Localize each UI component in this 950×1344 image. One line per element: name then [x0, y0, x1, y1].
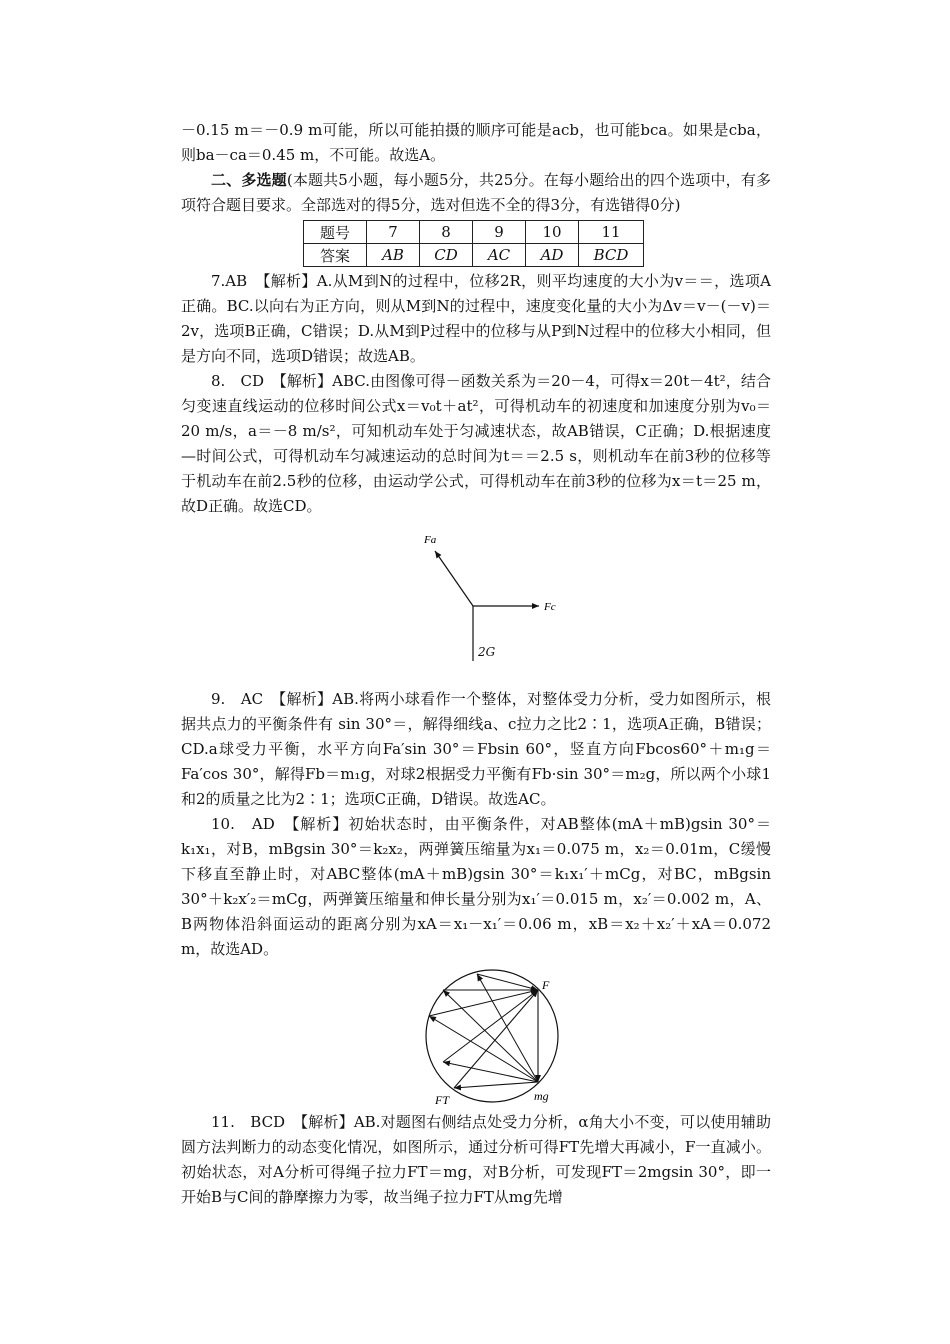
answer-cell: CD	[420, 244, 473, 267]
label-fa: Fa	[424, 534, 437, 546]
row-label-answer: 答案	[304, 244, 367, 267]
document-page	[181, 118, 771, 1210]
section2-desc: (本题共5小题，每小题5分，共25分。在每小题给出的四个选项中，有多项符合题目要求。全部选对的得5分，选对但选不全的得3分，有选错得0分)	[181, 171, 771, 214]
section2-heading: 二、多选题	[211, 171, 287, 189]
q9-solution: 9. AC 【解析】AB.将两小球看作一个整体，对整体受力分析，受力如图所示，根据共点力的平衡条件有 sin 30°＝，解得细线a、c拉力之比2∶1，选项A正确，B错误；CD.a球受力平衡，水平方向Fa′sin 30°＝Fbsin 60°，竖直方向Fbcos60°＋m₁g＝Fa′cos 30°，解得Fb＝m₁g，对球2根据受力平衡有Fb·sin 30°＝m₂g，所以两个小球1和2的质量之比为2∶1；选项C正确，D错误。故选AC。	[181, 690, 771, 808]
question-number: 11	[579, 221, 644, 244]
chord	[443, 1062, 538, 1082]
row-label-number: 题号	[304, 221, 367, 244]
q11-solution: 11. BCD 【解析】AB.对题图右侧结点处受力分析，α角大小不变，可以使用辅助圆方法判断力的动态变化情况，如图所示，通过分析可得FT先增大再减小，F一直减小。初始状态，对A分析可得绳子拉力FT＝mg，对B分析，可发现FT＝2mgsin 30°，即一开始B与C间的静摩擦力为零，故当绳子拉力FT从mg先增	[181, 1113, 771, 1206]
answer-table	[303, 220, 644, 267]
force-diagram-1	[181, 519, 771, 661]
answer-cell: AC	[473, 244, 526, 267]
label-mg: mg	[534, 1089, 549, 1103]
answer-cell: BCD	[579, 244, 644, 267]
force-arrow-fa	[435, 551, 473, 606]
q10-solution: 10. AD 【解析】初始状态时，由平衡条件，对AB整体(mA＋mB)gsin 30°＝k₁x₁，对B，mBgsin 30°＝k₂x₂，两弹簧压缩量为x₁＝0.075 m，x₂＝0.01m，C缓慢下移直至静止时，对ABC整体(mA＋mB)gsin 30°＝k₁x₁′＋mCg，对BC，mBgsin 30°＋k₂x′₂＝mCg，两弹簧压缩量和伸长量分别为x₁′＝0.015 m，x₂′＝0.002 m，A、B两物体沿斜面运动的距离分别为xA＝x₁－x₁′＝0.06 m，xB＝x₂＋x₂′＋xA＝0.072 m，故选AD。	[181, 815, 771, 958]
table-row	[304, 221, 644, 244]
answer-cell: AB	[367, 244, 420, 267]
label-fc: Fc	[544, 601, 556, 613]
q7-solution: 7.AB 【解析】A.从M到N的过程中，位移2R，则平均速度的大小为v＝＝，选项A正确。BC.以向右为正方向，则从M到N的过程中，速度变化量的大小为Δv＝v－(－v)＝2v，选项B正确，C错误；D.从M到P过程中的位移与从P到N过程中的位移大小相同，但是方向不同，选项D错误；故选AB。	[181, 272, 771, 365]
label-ft: FT	[435, 1093, 450, 1107]
label-2g: 2G	[478, 645, 496, 659]
question-number: 7	[367, 221, 420, 244]
chord	[443, 990, 538, 1082]
force-diagram-1-svg	[181, 519, 771, 661]
force-ft	[454, 1082, 538, 1088]
auxiliary-circle-diagram	[181, 962, 771, 1110]
table-row	[304, 244, 644, 267]
paragraph-intro: －0.15 m＝－0.9 m可能，所以可能拍摄的顺序可能是acb，也可能bca。如果是cba，则ba－ca＝0.45 m，不可能。故选A。	[181, 121, 771, 164]
auxiliary-circle-svg	[181, 962, 771, 1110]
section2-block	[181, 168, 771, 218]
question-number: 9	[473, 221, 526, 244]
chord	[429, 1016, 538, 1082]
chord	[443, 990, 538, 1062]
q8-solution: 8. CD 【解析】ABC.由图像可得－函数关系为＝20－4，可得x＝20t－4t²，结合匀变速直线运动的位移时间公式x＝v₀t＋at²，可得机动车的初速度和加速度分别为v₀＝20 m/s，a＝－8 m/s²，可知机动车处于匀减速状态，故AB错误，C正确；D.根据速度—时间公式，可得机动车匀减速运动的总时间为t＝＝2.5 s，则机动车在前3秒的位移等于机动车在前2.5秒的位移，由运动学公式，可得机动车在前3秒的位移为x＝t＝25 m，故D正确。故选CD。	[181, 372, 771, 515]
label-f: F	[542, 978, 550, 992]
question-number: 8	[420, 221, 473, 244]
answer-cell: AD	[526, 244, 579, 267]
question-number: 10	[526, 221, 579, 244]
chord	[477, 974, 538, 990]
